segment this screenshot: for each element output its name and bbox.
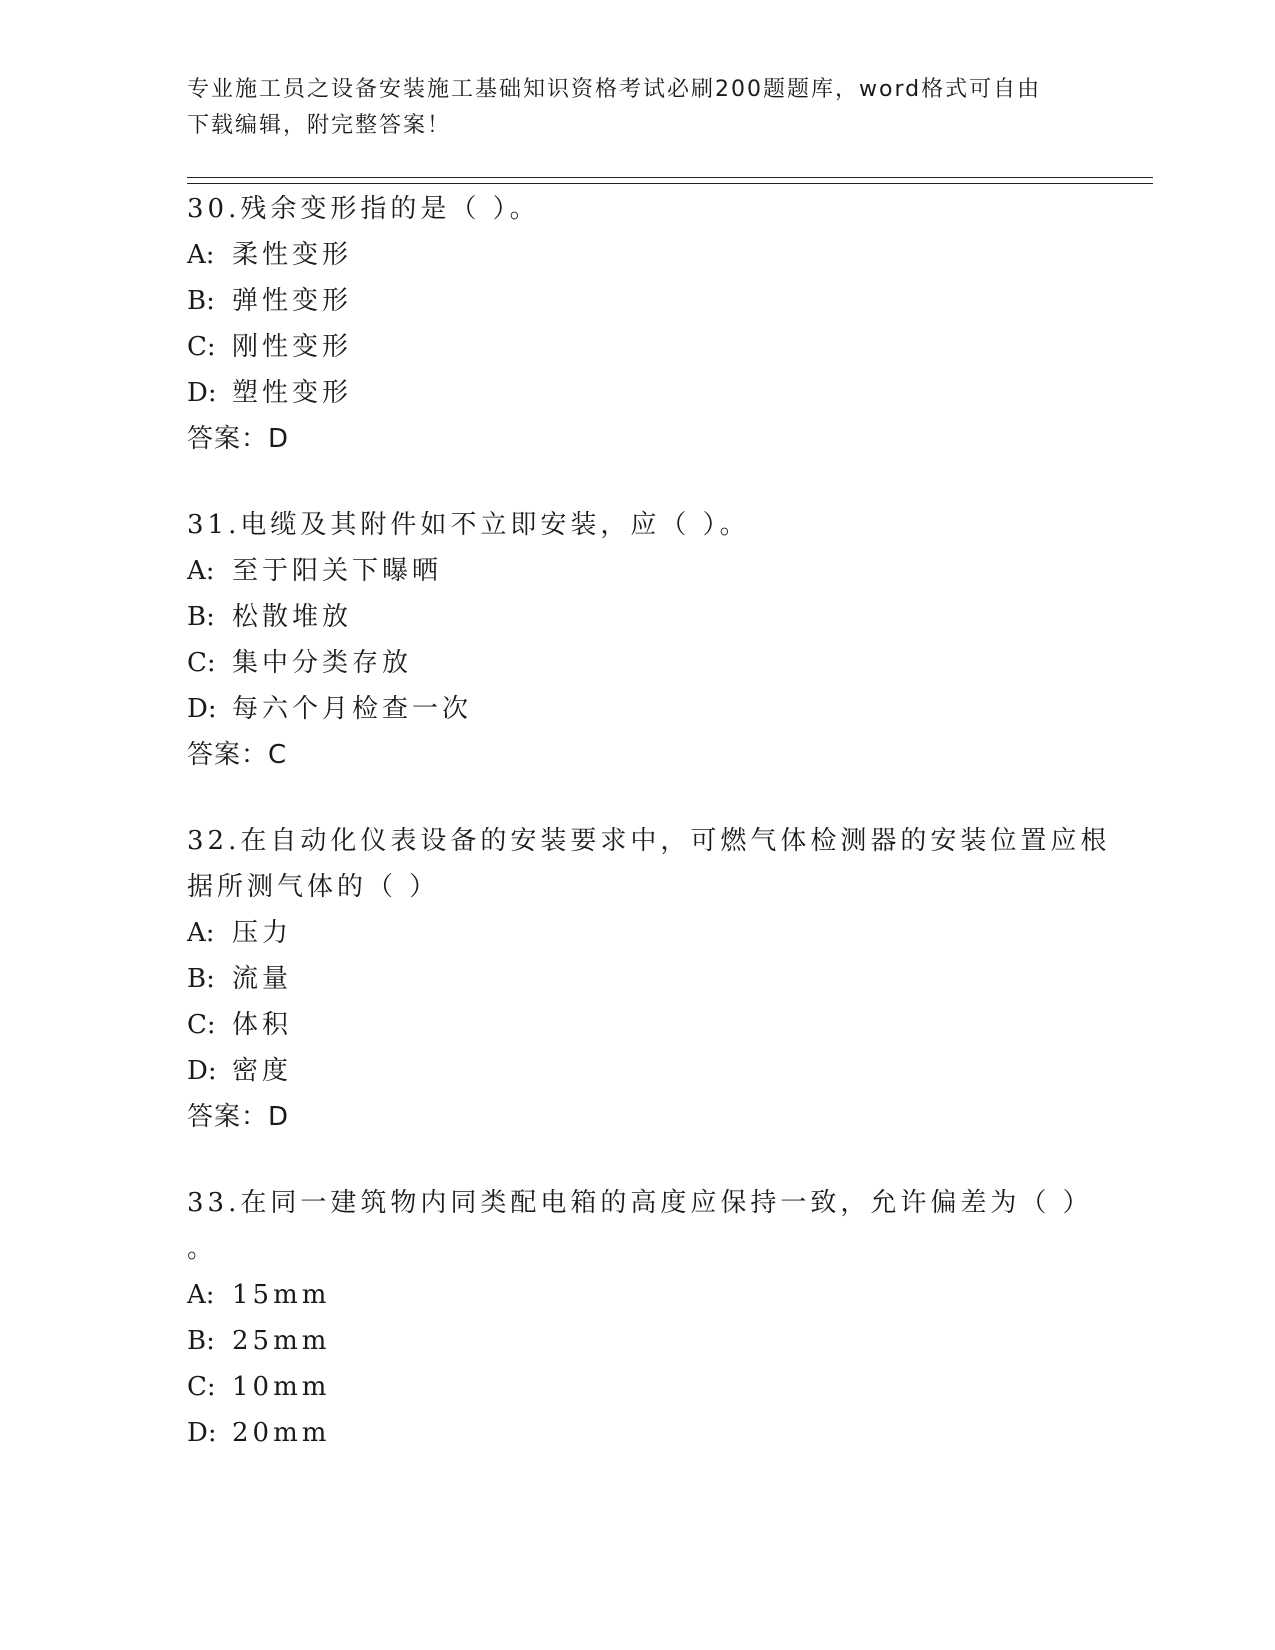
option-text: 15mm bbox=[232, 1280, 331, 1310]
option-key: D: bbox=[187, 1056, 217, 1086]
option-key: A: bbox=[187, 918, 215, 948]
answer-text: 答案：D bbox=[187, 1102, 290, 1132]
option-key: D: bbox=[187, 378, 217, 408]
option-key: C: bbox=[187, 332, 216, 362]
option-b bbox=[187, 956, 1087, 1002]
option-d bbox=[187, 686, 1087, 732]
question-stem: 30.残余变形指的是（ ）。 bbox=[187, 194, 540, 224]
option-key: A: bbox=[187, 556, 215, 586]
option-b bbox=[187, 278, 1087, 324]
option-b bbox=[187, 1318, 1087, 1364]
question-stem: 33.在同一建筑物内同类配电箱的高度应保持一致，允许偏差为（ ） bbox=[187, 1188, 1093, 1218]
question-30 bbox=[187, 186, 1087, 462]
option-key: B: bbox=[187, 964, 215, 994]
option-key: C: bbox=[187, 1010, 216, 1040]
option-c bbox=[187, 1364, 1087, 1410]
option-text: 10mm bbox=[232, 1372, 331, 1402]
option-d bbox=[187, 1410, 1087, 1456]
header-line-1: 专业施工员之设备安装施工基础知识资格考试必刷200题题库，word格式可自由 bbox=[187, 77, 1042, 102]
option-key: A: bbox=[187, 240, 215, 270]
option-key: D: bbox=[187, 694, 217, 724]
question-stem-continuation: 。 bbox=[187, 1234, 218, 1264]
option-d bbox=[187, 370, 1087, 416]
option-a bbox=[187, 910, 1087, 956]
option-text: 每六个月检查一次 bbox=[232, 694, 473, 724]
option-text: 压力 bbox=[232, 918, 293, 948]
question-33 bbox=[187, 1180, 1093, 1456]
question-stem: 31.电缆及其附件如不立即安装，应（ ）。 bbox=[187, 510, 750, 540]
option-text: 塑性变形 bbox=[232, 378, 353, 408]
option-key: C: bbox=[187, 1372, 216, 1402]
option-key: C: bbox=[187, 648, 216, 678]
option-text: 密度 bbox=[232, 1056, 293, 1086]
option-text: 集中分类存放 bbox=[232, 648, 413, 678]
header-divider-bottom bbox=[187, 183, 1153, 184]
header-divider-top bbox=[187, 177, 1153, 178]
option-text: 体积 bbox=[232, 1010, 293, 1040]
option-text: 刚性变形 bbox=[232, 332, 353, 362]
option-text: 柔性变形 bbox=[232, 240, 353, 270]
option-key: D: bbox=[187, 1418, 217, 1448]
option-c bbox=[187, 1002, 1087, 1048]
option-a bbox=[187, 548, 1087, 594]
question-31 bbox=[187, 502, 1087, 778]
option-d bbox=[187, 1048, 1087, 1094]
answer-text: 答案：D bbox=[187, 424, 290, 454]
option-text: 流量 bbox=[232, 964, 293, 994]
option-text: 弹性变形 bbox=[232, 286, 353, 316]
option-key: B: bbox=[187, 286, 215, 316]
question-32 bbox=[187, 818, 1111, 1140]
option-text: 25mm bbox=[232, 1326, 331, 1356]
option-key: A: bbox=[187, 1280, 215, 1310]
answer-text: 答案：C bbox=[187, 740, 288, 770]
option-b bbox=[187, 594, 1087, 640]
question-stem-continuation: 据所测气体的（ ） bbox=[187, 872, 440, 902]
question-stem: 32.在自动化仪表设备的安装要求中，可燃气体检测器的安装位置应根 bbox=[187, 826, 1111, 856]
header-line-2: 下载编辑，附完整答案！ bbox=[187, 113, 452, 138]
document-header bbox=[187, 72, 1087, 144]
option-c bbox=[187, 640, 1087, 686]
option-a bbox=[187, 232, 1087, 278]
option-key: B: bbox=[187, 1326, 215, 1356]
option-c bbox=[187, 324, 1087, 370]
option-text: 松散堆放 bbox=[232, 602, 353, 632]
option-key: B: bbox=[187, 602, 215, 632]
option-text: 至于阳关下曝晒 bbox=[232, 556, 443, 586]
option-a bbox=[187, 1272, 1087, 1318]
option-text: 20mm bbox=[232, 1418, 331, 1448]
